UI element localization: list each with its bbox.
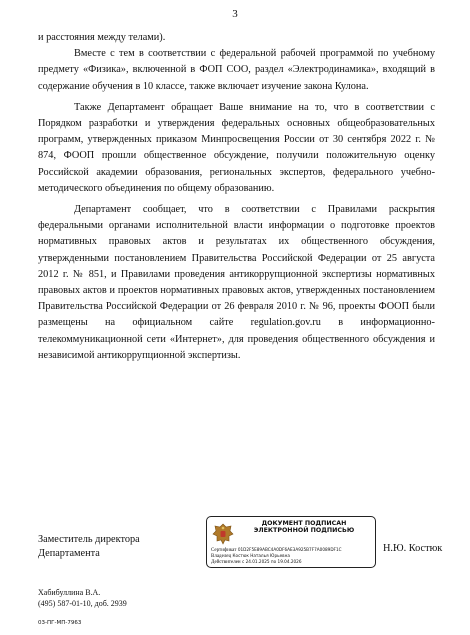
stamp-validity-row [211, 559, 372, 565]
stamp-owner-value: Костюк Наталья Юрьевна [232, 553, 290, 558]
stamp-title-line2: ЭЛЕКТРОННОЙ ПОДПИСЬЮ [253, 527, 355, 534]
page-number: 3 [232, 8, 238, 20]
stamp-validity-value: с 24.01.2025 по 19.04.2026 [241, 559, 302, 564]
coat-of-arms-icon [212, 522, 234, 546]
stamp-validity-label: Действителен [211, 560, 241, 565]
paragraph-physics-program: Вместе с тем в соответствии с федеральной рабочей программой по учебному предмету «Физика», включенной в ФОП СОО, раздел «Электродинамика», входящий в содержание обучения в 10 классе, также включает изучение закона Кулона. [38, 48, 435, 92]
signer-position-line2: Департамента [38, 548, 100, 559]
electronic-signature-stamp [206, 516, 376, 568]
stamp-title [235, 520, 373, 534]
signer-position-line1: Заместитель директора [38, 534, 140, 545]
paragraph-development-procedure: Также Департамент обращает Ваше внимание на то, что в соответствии с Порядком разработки и утверждения федеральных основных общеобразовательных программ, утвержденных приказом Минпросвещения России от 30 сентября 2022 г. № 874, ФООП прошли общественное обсуждение, получили положительную оценку Российской академии образования, региональных экспертов, федерального учебно-методического объединения по общему образованию. [38, 101, 435, 194]
stamp-title-line1: ДОКУМЕНТ ПОДПИСАН [261, 520, 347, 527]
paragraph-public-discussion: Департамент сообщает, что в соответствии с Правилами раскрытия федеральными органами исполнительной власти информации о подготовке проектов нормативных правовых актов и результатах их общественного обсуждения, утвержденными постановлением Правительства Российской Федерации от 25 августа 2012 г. № 851, и Правилами проведения антикоррупционной экспертизы нормативных правовых актов и проектов нормативных правовых актов, утвержденных постановлением Правительства Российской Федерации от 26 февраля 2010 г. № 96, проекты ФООП были размещены на официальном сайте regulation.gov.ru в информационно-телекоммуникационной сети «Интернет», для проведения общественного обсуждения и независимой антикоррупционной экспертизы. [38, 204, 435, 361]
executor-name: Хабибуллина В.А. [38, 588, 101, 597]
executor-phone: (495) 587-01-10, доб. 2939 [38, 599, 127, 608]
stamp-certificate-label: Сертификат [211, 548, 237, 553]
paragraph-continuation: и расстояния между телами). [38, 32, 166, 43]
letter-body [38, 30, 435, 364]
signer-position [38, 533, 140, 561]
stamp-owner-label: Владелец [211, 554, 232, 559]
signer-name: Н.Ю. Костюк [383, 543, 443, 554]
stamp-certificate-value: 01D2F5E89ABC4A0DF6AE3A925B7F7A0089DF1C [237, 547, 342, 552]
document-number: 03-ПГ-МП-7963 [38, 620, 82, 626]
executor-info [38, 587, 127, 609]
